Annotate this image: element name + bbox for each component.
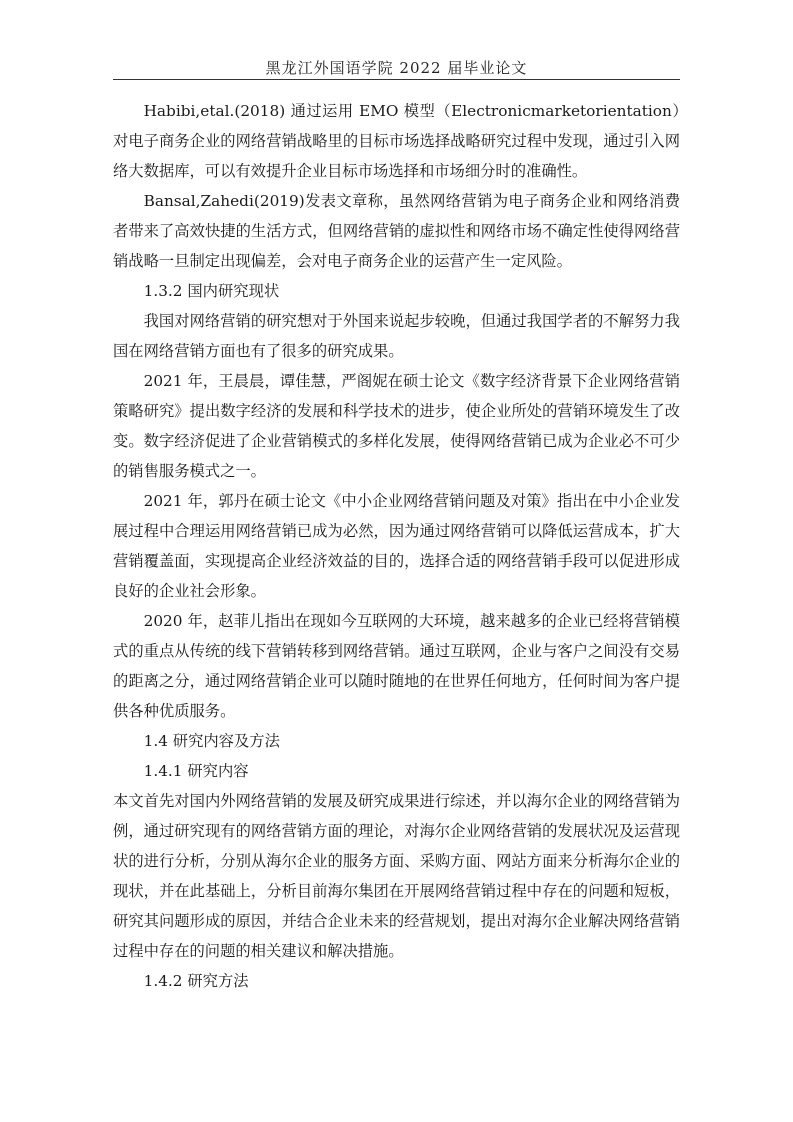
paragraph-guo-2021: 2021 年，郭丹在硕士论文《中小企业网络营销问题及对策》指出在中小企业发展过程中合理运用网络营销已成为必然，因为通过网络营销可以降低运营成本，扩大营销覆盖面，实现提高企业经济效益的目的，选择合适的网络营销手段可以促进形成良好的企业社会形象。	[113, 492, 680, 600]
paragraph-wang-2021: 2021 年，王晨晨，谭佳慧，严阁妮在硕士论文《数字经济背景下企业网络营销策略研究》提出数字经济的发展和科学技术的进步，使企业所处的营销环境发生了改变。数字经济促进了企业营销模式的多样化发展，使得网络营销已成为企业必不可少的销售服务模式之一。	[113, 372, 680, 480]
paragraph-domestic-intro: 我国对网络营销的研究想对于外国来说起步较晚，但通过我国学者的不解努力我国在网络营销方面也有了很多的研究成果。	[113, 312, 680, 360]
paragraph-zhao-2020: 2020 年，赵菲儿指出在现如今互联网的大环境，越来越多的企业已经将营销模式的重点从传统的线下营销转移到网络营销。通过互联网，企业与客户之间没有交易的距离之分，通过网络营销企业可以随时随地的在世界任何地方，任何时间为客户提供各种优质服务。	[113, 612, 680, 720]
paragraph-bansal: Bansal,Zahedi(2019)发表文章称，虽然网络营销为电子商务企业和网络消费者带来了高效快捷的生活方式，但网络营销的虚拟性和网络市场不确定性使得网络营销战略一旦制定出现偏差，会对电子商务企业的运营产生一定风险。	[113, 192, 680, 270]
section-heading-1-3-2: 1.3.2 国内研究现状	[143, 282, 280, 300]
paragraph-habibi: Habibi,etal.(2018) 通过运用 EMO 模型（Electronicmarketorientation）对电子商务企业的网络营销战略里的目标市场选择战略研究过程中发现，通过引入网络大数据库，可以有效提升企业目标市场选择和市场细分时的准确性。	[113, 102, 680, 180]
section-heading-1-4-1: 1.4.1 研究内容	[143, 762, 249, 780]
section-heading-1-4-2: 1.4.2 研究方法	[143, 972, 249, 990]
paragraph-research-content: 本文首先对国内外网络营销的发展及研究成果进行综述，并以海尔企业的网络营销为例，通过研究现有的网络营销方面的理论，对海尔企业网络营销的发展状况及运营现状的进行分析，分别从海尔企业的服务方面、采购方面、网站方面来分析海尔企业的现状，并在此基础上，分析目前海尔集团在开展网络营销过程中存在的问题和短板，研究其问题形成的原因，并结合企业未来的经营规划，提出对海尔企业解决网络营销过程中存在的问题的相关建议和解决措施。	[113, 792, 680, 960]
section-heading-1-4: 1.4 研究内容及方法	[143, 732, 280, 750]
page-header: 黑龙江外国语学院 2022 届毕业论文	[265, 59, 528, 77]
document-body	[113, 96, 680, 996]
header-divider	[113, 79, 680, 80]
